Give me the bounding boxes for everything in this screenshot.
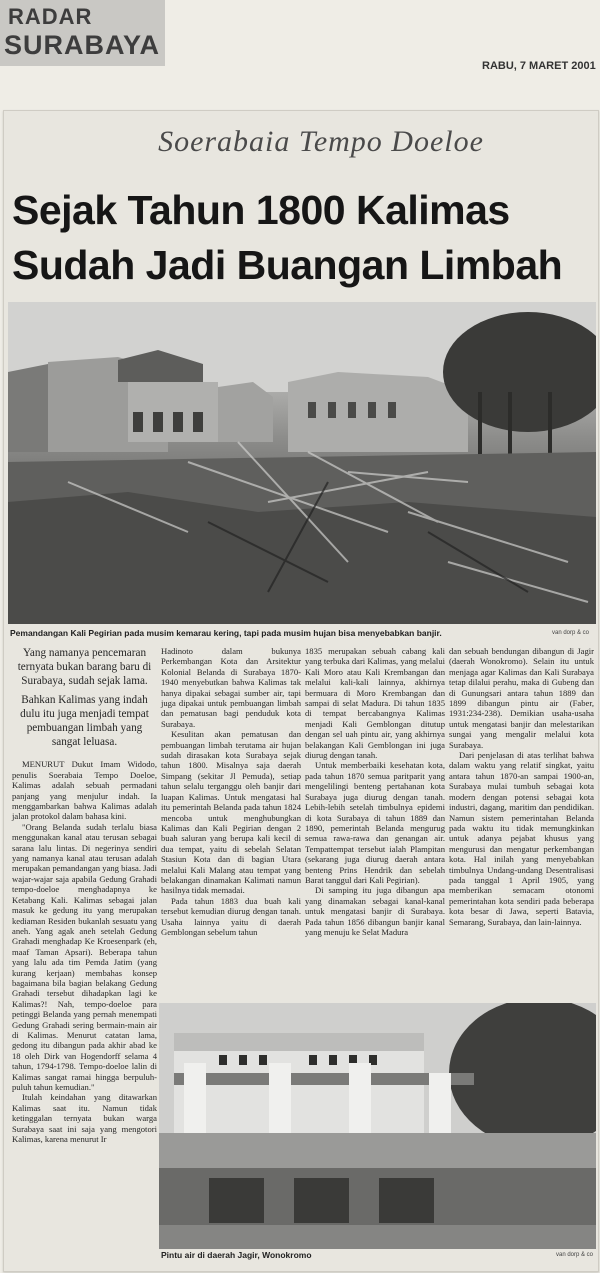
- photo1-caption: Pemandangan Kali Pegirian pada musim kemarau kering, tapi pada musim hujan bisa menyebabkan banjir.: [10, 628, 442, 638]
- masthead: [0, 0, 165, 66]
- headline: [12, 183, 597, 293]
- masthead-line1: RADAR: [8, 4, 93, 29]
- masthead-line2: SURABAYA: [4, 30, 161, 60]
- photo2-credit: van dorp & co: [556, 1252, 594, 1258]
- article-column-1: [12, 646, 157, 1144]
- article-column-3: [305, 646, 445, 937]
- kicker: Soerabaia Tempo Doeloe: [158, 125, 484, 158]
- article-paragraph: Untuk memberbaiki kesehatan kota, pada tahun 1870 semua paritparit yang mengelilingi benteng pertahanan kota Surabaya juga diurug dengan tanah. Lebih-lebih setelah timbulnya epidemi di kota Surabaya di tahun 1889 dan 1890, pemerintah Belanda mengurug semua rawa-rawa dan genangan air. Tempattempat tersebut ialah Plampitan (sekarang juga diurug daerah antara benteng Prins Hendrik dan sebelah Barat tanggul dari Kali Pegirian).: [305, 760, 445, 885]
- article-paragraph: Di samping itu juga dibangun apa yang dinamakan sebagai kanal-kanal untuk mengatasi banjir di Surabaya. Pada tahun 1856 dibangun banjir kanal yang menuju ke Selat Madura: [305, 885, 445, 937]
- photo1-credit: van dorp & co: [552, 630, 590, 636]
- photo2-caption: Pintu air di daerah Jagir, Wonokromo: [161, 1250, 312, 1260]
- article-paragraph: Pada tahun 1883 dua buah kali tersebut kemudian diurug dengan tanah. Usaha lainnya yaitu di daerah Gemblongan sebelum tahun: [161, 895, 301, 937]
- article-paragraph: 1835 merupakan sebuah cabang kali yang terbuka dari Kalimas, yang melalui Kali Moro atau Kali Krembangan dan melalui kali-kali lainnya, akhirnya bermuara di Moro Krembangan dan sampai di selat Madura. Di tahun 1835 di tempat bercabangnya Kalimas menjadi Kali Gemblongan ditutup dengan sel uah pintu air, yang akhirnya belakangan Kali Gemblongan ini juga diurug dengan tanah.: [305, 646, 445, 761]
- article-paragraph: dan sebuah bendungan dibangun di Jagir (daerah Wonokromo). Selain itu untuk menjaga agar Kalimas dan Kali Surabaya tetap dilalui perahu, maka di Gubeng dan di Gunungsari antara tahun 1889 dan 1899 dibangun pintu air (Faber, 1931:234-238). Demikian usaha-usaha untuk mengatasi banjir dan melestarikan sungai yang mengalir melalui kota Surabaya.: [449, 646, 594, 750]
- article-paragraph: Itulah keindahan yang ditawarkan Kalimas saat itu. Namun tidak ketinggalan ternyata bukan warga Surabaya saat ini saja yang mengotori Kalimas, karena menurut Ir: [12, 1092, 157, 1145]
- article-paragraph: Kesulitan akan pematusan dan pembuangan limbah terutama air hujan sudah dirasakan kota Surabaya sejak tahun 1800. Misalnya saja daerah Simpang (sekitar Jl Pemuda), setiap tahun selalu terganggu oleh banjir dari luapan Kalimas. Untuk mengatasi hal itu pemerintah Belanda pada tahun 1824 mencoba untuk menghubungkan Kalimas dan Kali Pegirian dengan 2 buah saluran yang berupa kali kecil di dua tempat, yaitu di sebelah Selatan Stasiun Kota dan di bagian Utara melalui Kali Malang atau tempat yang belakangan dinamakan Kalimati namun hasilnya tidak memadai.: [161, 729, 301, 896]
- dateline: RABU, 7 MARET 2001: [482, 60, 596, 72]
- headline-line2: Sudah Jadi Buangan Limbah: [12, 242, 563, 288]
- article-paragraph: "Orang Belanda sudah terlalu biasa menggunakan kanal atau terusan sebagai sarana lalu lintas. Di negerinya sendiri yang namanya kanal atau terusan adalah merupakan pemandangan yang biasa. Jadi wajar-wajar saja apabila Gedung Grahadi tempo-doeloe menghadapnya ke Ketabang Kali. Kalimas sebagai jalan masuk ke gedung itu yang merupakan kediaman Residen bukanlah sesuatu yang aneh. Yang agak aneh setelah Gedung Grahadi menghadap Ke Kroesenpark (eh, maaf Taman Apsari). Beberapa tahun yang lalu ada tim Pemda Jatim (yang kurang kerjaan) membahas konsep bagaimana bila bagian belakang Gedung Grahadi tersebut dihadapkan lagi ke Kalimas?! Nah, tempo-doeloe para petinggi Belanda yang pernah menempati Gedung Grahadi sering bermain-main air di Kalimas. Menurut catatan lama, gedong itu dibangun pada akhir abad ke 18 oleh Dirk van Hogendorff selama 4 tahun, 1794-1798. Tempo-doeloe lalin di Kalimas sangat ramai hingga berpuluh-puluh tahun kemudian.": [12, 821, 157, 1093]
- article-paragraph: Hadinoto dalam bukunya Perkembangan Kota dan Arsitektur Kolonial Belanda di Surabaya 1870-1940 menyebutkan bahwa Kalimas tak hanya dipakai sebagai sumber air, tapi juga dipakai untuk pembuangan limbah dan pematusan bagi penduduk kota Surabaya.: [161, 646, 301, 729]
- article-paragraph: Dari penjelasan di atas terlihat bahwa dalam waktu yang relatif singkat, yaitu antara tahun 1870-an sampai 1900-an, Surabaya mulai tumbuh sebagai kota modern dengan potensi sebagai kota industri, dagang, maritim dan pendidikan. Namun sistem pemerintahan Belanda pada waktu itu tidak memungkinkan untuk adanya pejabat khusus yang mengurusi dan mengatur perkembangan kota. Hal inilah yang menyebabkan timbulnya Undang-undang Desentralisasi pada tanggal 1 April 1905, yang memberikan semacam otonomi pemerintahan kota sendiri pada beberapa kota besar di Jawa, seperti Batavia, Semarang, Surabaya, dan lain-lainnya.: [449, 750, 594, 927]
- intro-deck: [12, 646, 157, 749]
- article-column-2: [161, 646, 301, 937]
- photo-kali-pegirian-illustration: [8, 302, 596, 624]
- photo-kali-pegirian: [8, 302, 596, 624]
- article-paragraph: MENURUT Dukut Imam Widodo, penulis Soerabaia Tempo Doeloe, Kalimas adalah sebuah permadani panjang yang menjulur indah. Ia menggambarkan bahwa Kalimas adalah jalan protokol dalam bahasa kini.: [12, 759, 157, 822]
- photo-pintu-air-jagir: [159, 1003, 596, 1249]
- article-column-4: [449, 646, 594, 927]
- intro-paragraph: Bahkan Kalimas yang indah dulu itu juga menjadi tempat pembuangan limbah yang sangat leluasa.: [20, 693, 149, 749]
- headline-line1: Sejak Tahun 1800 Kalimas: [12, 187, 510, 233]
- photo-pintu-air-illustration: [159, 1003, 596, 1249]
- intro-paragraph: Yang namanya pencemaran ternyata bukan barang baru di Surabaya, sudah sejak lama.: [17, 647, 152, 688]
